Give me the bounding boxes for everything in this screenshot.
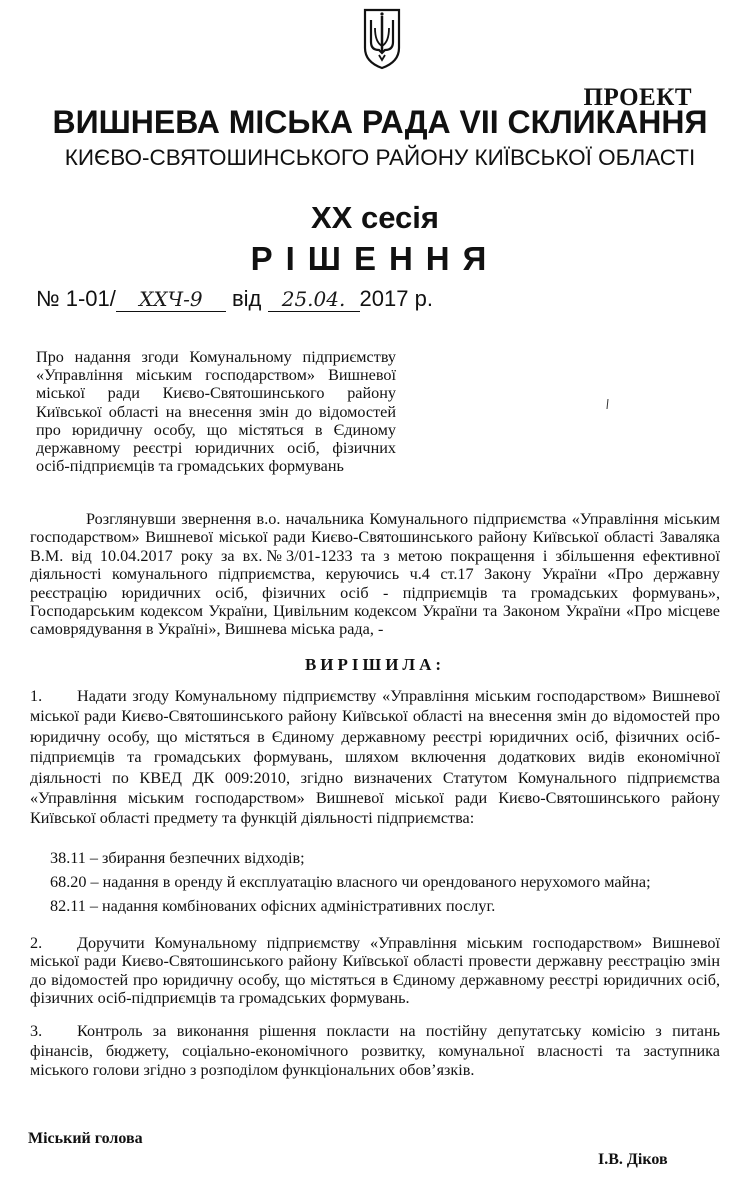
council-name: ВИШНЕВА МІСЬКА РАДА VII СКЛИКАННЯ bbox=[52, 104, 708, 140]
district-name: КИЄВО-СВЯТОШИНСЬКОГО РАЙОНУ КИЇВСЬКОЇ ОБЛАСТІ bbox=[64, 145, 696, 170]
activity-code-item: 38.11 – збирання безпечних відходів; bbox=[50, 849, 305, 867]
item-text: Надати згоду Комунальному підприємству «Управління міським господарством» Вишневої міської ради Києво-Святошинського району Київської області на внесення змін до відомостей про юридичну особу, що містяться в Єдиному державному реєстрі юридичних осіб, фізичних осіб-підприємців та громадських формувань, шляхом включення додаткових видів економічної діяльності по КВЕД ДК 009:2010, згідно визначених Статутом Комунального підприємства «Управління міським господарством» Вишневої міської ради Києво-Святошинського району Київської області предмету та функцій діяльності підприємства: bbox=[30, 687, 720, 828]
year: 2017 р. bbox=[359, 286, 433, 311]
activity-code-item: 68.20 – надання в оренду й експлуатацію власного чи орендованого нерухомого майна; bbox=[50, 873, 651, 891]
number-prefix: № 1-01/ bbox=[36, 286, 116, 311]
handwritten-date: 25.04. bbox=[268, 287, 360, 312]
resolution-item-2 bbox=[30, 934, 720, 1008]
signatory-name: І.В. Діков bbox=[598, 1151, 668, 1168]
document-type-title: РІШЕННЯ bbox=[250, 240, 500, 277]
decision-subject: Про надання згоди Комунальному підприємству «Управління міським господарством» Вишневої міської ради Києво-Святошинського району Київської області на внесення змін до відомостей про юридичну особу, що містяться в Єдиному державному реєстрі юридичних осіб, фізичних осіб-підприємців та громадських формувань bbox=[36, 348, 396, 476]
document-number-line bbox=[36, 286, 433, 312]
activity-code-item: 82.11 – надання комбінованих офісних адміністративних послуг. bbox=[50, 897, 496, 915]
item-text: Доручити Комунальному підприємству «Управління міським господарством» Вишневої міської ради Києво-Святошинського району Київської області провести державну реєстрацію змін до відомостей про юридичну особу, що містяться в Єдиному державному реєстрі юридичних осіб, фізичних осіб-підприємців та громадських формувань. bbox=[30, 934, 720, 1008]
item-number: 1. bbox=[30, 687, 43, 705]
stray-pen-mark bbox=[606, 399, 609, 409]
resolution-item-1 bbox=[30, 686, 720, 829]
session-title: XX сесія bbox=[311, 200, 439, 235]
resolution-item-3 bbox=[30, 1022, 720, 1081]
item-number: 2. bbox=[30, 934, 43, 952]
resolved-heading: ВИРІШИЛА: bbox=[304, 655, 446, 674]
preamble-paragraph: Розглянувши звернення в.о. начальника Комунального підприємства «Управління міським господарством» Вишневої міської ради Києво-Святошинського району Київської області Заваляка В.М. від 10.04.2017 року за вх.№3/01-1233 та з метою покращення і збільшення ефективної діяльності комунального підприємства, керуючись ч.4 ст.17 Закону України «Про державну реєстрацію юридичних осіб, фізичних осіб - підприємців та громадських формувань», Господарським кодексом України, Цивільним кодексом України та Законом України «Про місцеве самоврядування в Україні», Вишнева міська рада, - bbox=[30, 510, 720, 639]
trident-coat-of-arms-icon bbox=[362, 8, 402, 70]
draft-mark: ПРОЕКТ bbox=[583, 84, 692, 111]
date-label: від bbox=[231, 286, 262, 311]
item-text: Контроль за виконання рішення покласти на постійну депутатську комісію з питань фінансів, бюджету, соціально-економічного розвитку, комунальної власності та заступника міського голови згідно з розподілом функціональних обов’язків. bbox=[30, 1022, 720, 1079]
signatory-title: Міський голова bbox=[28, 1130, 143, 1147]
handwritten-number: XXЧ-9 bbox=[116, 287, 226, 312]
item-number: 3. bbox=[30, 1022, 43, 1040]
